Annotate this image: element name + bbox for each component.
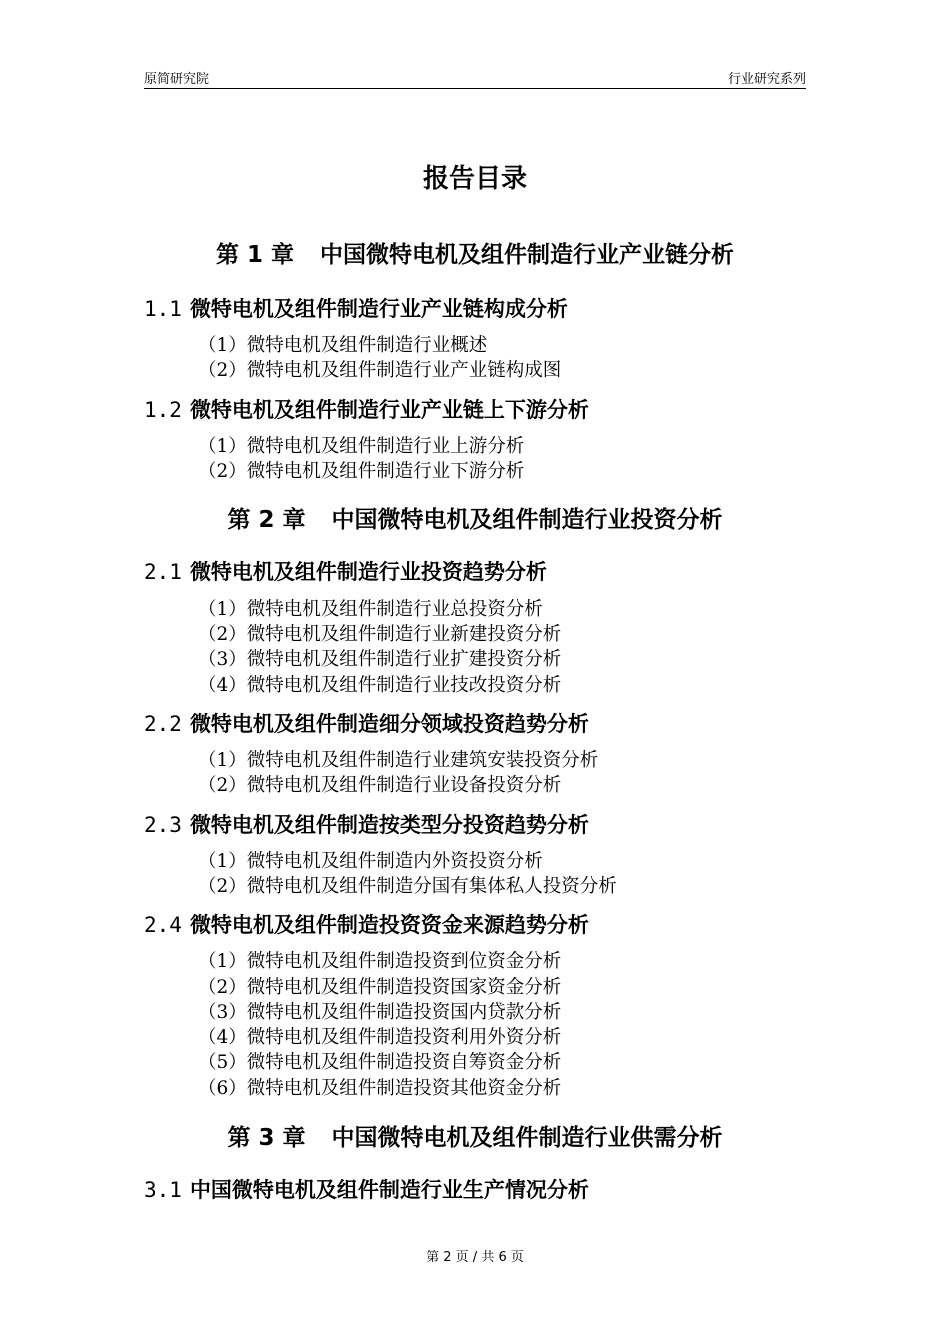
section-heading-2-1 [144, 556, 547, 586]
section-heading-1-1 [144, 293, 568, 323]
toc-item: （6）微特电机及组件制造投资其他资金分析 [198, 1078, 562, 1099]
section-heading-2-2 [144, 708, 589, 738]
toc-item: （1）微特电机及组件制造行业总投资分析 [198, 599, 543, 620]
chapter-heading-3 [0, 1119, 950, 1152]
section-title: 微特电机及组件制造投资资金来源趋势分析 [189, 913, 589, 937]
toc-item: （1）微特电机及组件制造投资到位资金分析 [198, 951, 562, 972]
section-heading-2-4 [144, 909, 589, 939]
page-header [144, 66, 806, 89]
toc-item: （1）微特电机及组件制造行业建筑安装投资分析 [198, 750, 599, 771]
chapter-title: 中国微特电机及组件制造行业供需分析 [331, 1125, 723, 1151]
toc-item: （4）微特电机及组件制造行业技改投资分析 [198, 675, 562, 696]
chapter-heading-2 [0, 501, 950, 534]
toc-item: （2）微特电机及组件制造行业下游分析 [198, 461, 525, 482]
chapter-title: 中国微特电机及组件制造行业投资分析 [331, 507, 723, 533]
toc-item: （5）微特电机及组件制造投资自筹资金分析 [198, 1052, 562, 1073]
toc-item: （2）微特电机及组件制造行业设备投资分析 [198, 775, 562, 796]
section-number: 2.3 [144, 813, 182, 837]
header-publisher: 原简研究院 [144, 72, 210, 87]
section-number: 2.2 [144, 712, 182, 736]
toc-item: （2）微特电机及组件制造行业新建投资分析 [198, 624, 562, 645]
section-title: 微特电机及组件制造行业产业链构成分析 [189, 297, 568, 321]
chapter-label: 第 1 章 [215, 242, 295, 268]
toc-item: （4）微特电机及组件制造投资利用外资分析 [198, 1027, 562, 1048]
chapter-heading-1 [0, 236, 950, 269]
toc-item: （2）微特电机及组件制造行业产业链构成图 [198, 360, 562, 381]
section-number: 2.4 [144, 913, 182, 937]
section-title: 微特电机及组件制造细分领域投资趋势分析 [189, 712, 589, 736]
chapter-title: 中国微特电机及组件制造行业产业链分析 [320, 242, 735, 268]
section-title: 中国微特电机及组件制造行业生产情况分析 [189, 1178, 589, 1202]
toc-item: （1）微特电机及组件制造内外资投资分析 [198, 851, 543, 872]
section-heading-2-3 [144, 809, 589, 839]
section-number: 1.2 [144, 398, 182, 422]
toc-item: （1）微特电机及组件制造行业概述 [198, 335, 488, 356]
toc-item: （3）微特电机及组件制造投资国内贷款分析 [198, 1002, 562, 1023]
chapter-label: 第 3 章 [227, 1125, 306, 1151]
section-number: 3.1 [144, 1178, 182, 1202]
page-footer: 第 2 页 / 共 6 页 [426, 1250, 524, 1265]
toc-item: （3）微特电机及组件制造行业扩建投资分析 [198, 649, 562, 670]
section-heading-3-1 [144, 1174, 589, 1204]
header-series: 行业研究系列 [727, 72, 806, 87]
toc-item: （2）微特电机及组件制造分国有集体私人投资分析 [198, 876, 617, 897]
section-number: 1.1 [144, 297, 182, 321]
section-title: 微特电机及组件制造行业投资趋势分析 [189, 560, 547, 584]
section-title: 微特电机及组件制造按类型分投资趋势分析 [189, 813, 589, 837]
toc-title: 报告目录 [422, 164, 527, 194]
section-number: 2.1 [144, 560, 182, 584]
toc-item: （2）微特电机及组件制造投资国家资金分析 [198, 977, 562, 998]
section-title: 微特电机及组件制造行业产业链上下游分析 [189, 398, 589, 422]
chapter-label: 第 2 章 [227, 507, 306, 533]
toc-item: （1）微特电机及组件制造行业上游分析 [198, 436, 525, 457]
section-heading-1-2 [144, 394, 589, 424]
